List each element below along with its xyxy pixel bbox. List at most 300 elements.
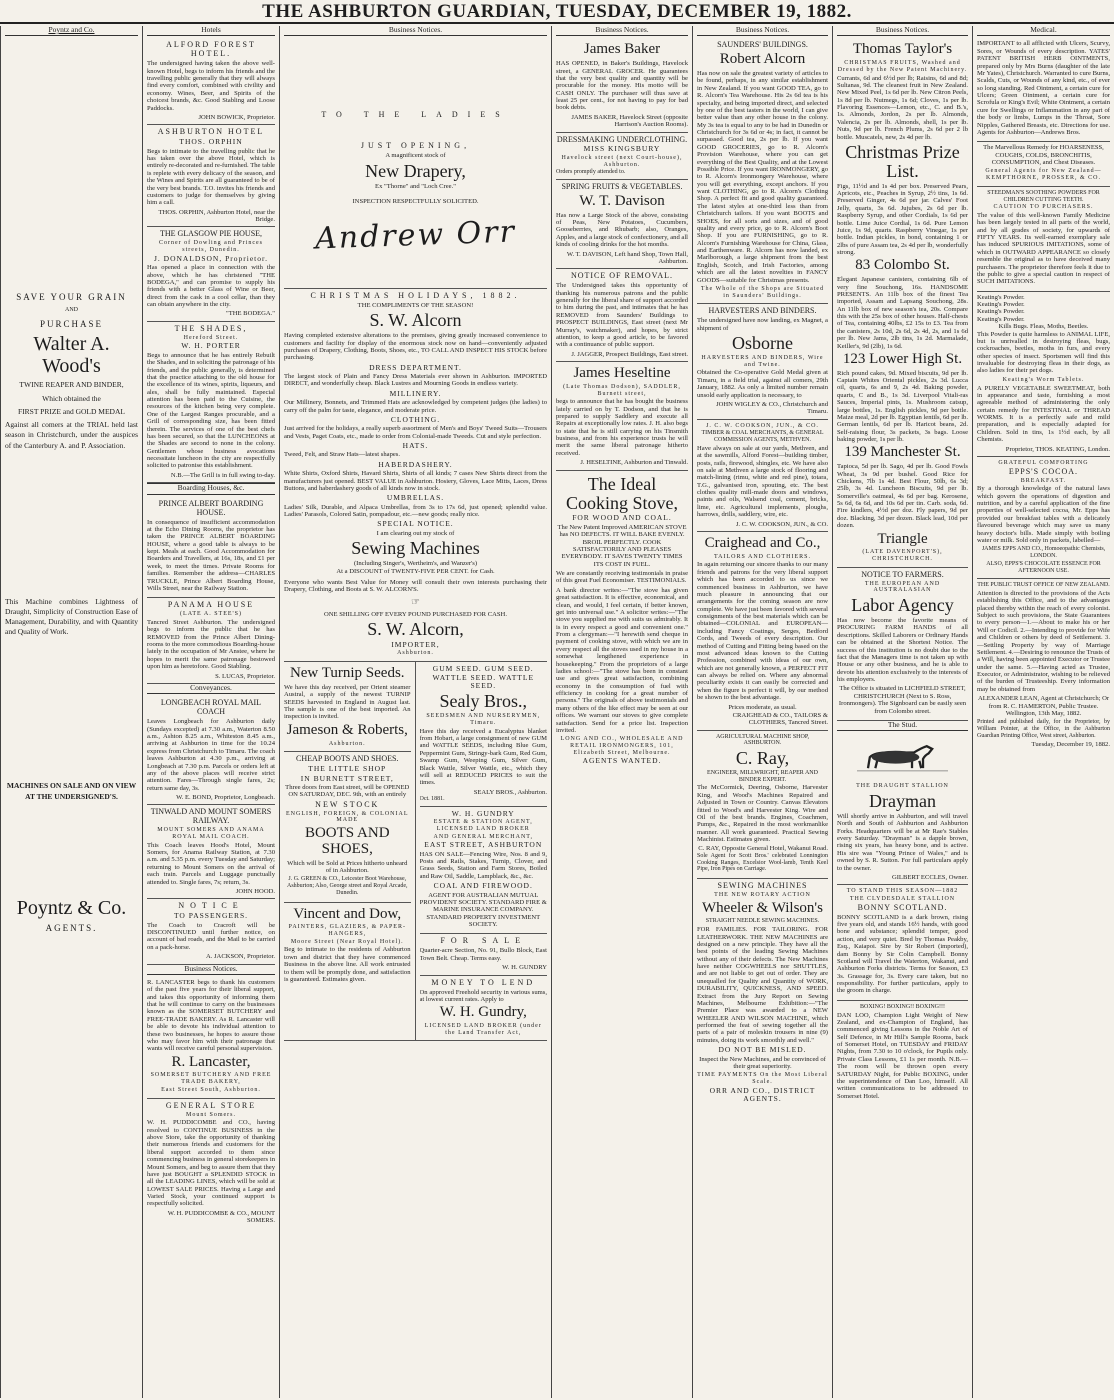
ad-name: C. Ray, xyxy=(735,748,790,769)
ad-address: Havelock street (next Court-house), Ashburton. xyxy=(561,154,683,168)
ad-signature: JOHN HOOD. xyxy=(235,887,275,895)
sold-at-prices: Which will be Sold at Prices hitherto unheard of in Ashburton. xyxy=(287,859,408,875)
ad-address: Ashburton. xyxy=(328,740,366,747)
ad-subtitle: FOR WOOD AND COAL. xyxy=(572,513,672,523)
ad-name: Robert Alcorn xyxy=(719,51,806,68)
column-heading: Business Notices. xyxy=(556,26,688,36)
ad-signature: S. LUCAS, Proprietor. xyxy=(215,672,275,680)
ad-name: Sealy Bros., xyxy=(439,691,527,712)
ad-body: Having completed extensive alterations to the premises, giving greatly increased convenience to customers and facility for display of the enormous stock now on hand—conveniently adjusted purchases of Drapery, Clothing, Boots, Shoes, etc., TO CALL AND INSPECT HIS STOCK before purchasing. xyxy=(284,332,547,362)
ashburton-label: Ashburton. xyxy=(397,650,434,657)
cheap-boots-ad xyxy=(284,752,411,902)
colombo-heading: 83 Colombo St. xyxy=(855,257,950,274)
ad-name: James Baker xyxy=(583,41,661,58)
coal-label: COAL AND FIREWOOD. xyxy=(433,881,533,891)
ad-name: J. C. W. COOKSON, JUN., & CO. xyxy=(706,422,819,429)
craighead-ad xyxy=(697,532,828,731)
labor-agency-ad xyxy=(837,568,968,721)
ad-title: AGRICULTURAL MACHINE SHOP, ASHBURTON. xyxy=(715,733,810,747)
ad-name: Osborne xyxy=(732,333,793,354)
testimonials-text: A bank director writes:—"The stove has given great satisfaction. It is effective, economical, and clean, and would, I feel certain, if better known, get into universal use." A solicitor writes:—"The stove you supplied me with suits us admirably. It is in every respect a good and convenient one." From a clergyman:—"I herewith send cheque in payment of cooking stove, with which we are in every respect all the stoves used in my house in a somewhat lengthened experience in housekeeping." From the proprietors of a large ladies school:—"The stove has been in constant use and gives great satisfaction, combining economy in the consumption of fuel with efficiency in cooking for a great number of persons." The originals of above testimonials and many others of the like effect may be seen at our offices. We warrant our stoves to give complete satisfaction. Send for a price list. Inspection invited. xyxy=(556,586,688,734)
ad-note: Orders promptly attended to. xyxy=(556,169,626,176)
column-6 xyxy=(832,26,972,1398)
section-heading: Conveyances. xyxy=(147,684,275,694)
ad-signature: LONG AND CO., WHOLESALE AND RETAIL IRONMONGERS, 101, Elizabeth Street, Melbourne. xyxy=(560,736,684,756)
section-heading: Business Notices. xyxy=(147,965,275,975)
ad-body: Leaves Longbeach for Ashburton daily (Sundays excepted) at 7.30 a.m., Waterton 8.50 a.m., Ashton 8.25 a.m., Whiteston 8.45 a.m., arriving at Ashburton in time for the 10.24 express from Christchurch to Timaru. The coach leaves Ashburton at 4.30 p.m., arriving at Longbeach at 7.30 p.m. Parcels or orders left at any of the above places will receive strict attention. Fares—Through single fares, 2s; return same day, 3s. xyxy=(147,718,275,792)
ad-intro: The undersigned have now landing, ex Magnet, a shipment of xyxy=(697,317,828,332)
ad-subtitle: SEEDSMEN AND NURSERYMEN, Timaru. xyxy=(426,713,541,726)
lower-high-heading: 123 Lower High St. xyxy=(842,350,963,367)
ad-body: HAS ON SALE—Fencing Wire, Nos. 8 and 9, Posts and Rails, Stakes, Turnip, Clover, and Grass Seeds, Station and Farm Stores, Boiled and Raw Oil, Saddle, Lampblack, &c., &c. xyxy=(419,850,547,880)
lancaster-ad xyxy=(147,977,275,1099)
cookson-ad xyxy=(697,420,828,532)
ad-name: Craighead and Co., xyxy=(704,534,821,551)
ad-body: The undersigned having taken the above well-known Hotel, begs to inform his friends and the travelling public generally that they will always find every comfort, combined with civility and economy. Wines, Beer, and Spirits of the choicest brands, &c. Good Stabling and Loose Paddocks. xyxy=(147,60,275,112)
ad-body: begs to announce that he has bought the business lately carried on by T. Dodson, and that he is prepared to supply Saddlery and execute all Repairs at exceptionally low rates. J. H. also begs to state that he is still carrying on his Tinsmith business, and from his experience trusts he will merit the same liberal patronage hitherto received. xyxy=(556,398,688,457)
ad-title: SEWING MACHINES xyxy=(717,880,808,890)
ad-signature: "THE BODEGA." xyxy=(226,310,275,318)
ad-title: CHEAP BOOTS AND SHOES. xyxy=(296,754,399,764)
column-heading: Medical. xyxy=(977,26,1110,36)
poyntz-name: Poyntz & Co. xyxy=(16,896,127,919)
new-stock: NEW STOCK xyxy=(315,799,380,809)
chocolate-label: ALSO, EPPS'S CHOCOLATE ESSENCE FOR AFTERNOON USE. xyxy=(986,560,1101,574)
agents-label: AGENTS. xyxy=(45,923,98,934)
imprint-date: Tuesday, December 19, 1882. xyxy=(1031,741,1110,749)
ad-body: Begs to announce that he has entirely Rebuilt the Shades, and in soliciting the patronage of his friends, and the public generally, is determined that the practice attaching to the old house for the excellence of its wines, spirits, liqueurs, and ales, shall be fully maintained. Especial attention has been paid to the Cuisine, the resources of the kitchen being very complete. One of the Largest Ranges procurable, and a Grill of corresponding size, has been fitted therein. The services of one of the best chefs has been secured, so that the LUNCHEONS at the Shades are second to none in the colony. Gentlemen whose business avocations necessitate luncheon in the city are respectfully solicited to patronise this establishment. xyxy=(147,351,275,470)
ad-signature: CRAIGHEAD & CO., TAILORS & CLOTHIERS, Tancred Street. xyxy=(732,711,828,727)
machine-features-text: This Machine combines Lightness of Draught, Simplicity of Construction Ease of Management, Durability, and with Quantity and Quality of Work. xyxy=(5,596,138,637)
ad-signature: A. JACKSON, Proprietor. xyxy=(205,953,275,961)
just-opening: JUST OPENING, xyxy=(360,141,471,151)
kills-label: Kills Bugs. Fleas, Moths, Beetles. xyxy=(998,323,1089,331)
ad-body: Quarter-acre Section, No. 91, Bullo Block, East Town Belt. Cheap. Terms easy. xyxy=(419,947,547,962)
including-label: (Including Singer's, Wertheim's, and Wanzer's) xyxy=(353,560,478,568)
ad-title: PRINCE ALBERT BOARDING HOUSE. xyxy=(158,498,264,517)
andrew-orr-signature: Andrew Orr xyxy=(314,214,517,257)
clearing-label: I am clearing out my stock of xyxy=(376,529,455,537)
ad-name: Wheeler & Wilson's xyxy=(702,899,823,916)
ad-body: By a thorough knowledge of the natural laws which govern the operations of digestion and nutrition, and by a careful application of the fine properties of well-selected cocoa, Mr. Epps has provided our breakfast tables with a delicately flavoured beverage which may save us many heavy doctor's bills. Made simply with boiling water or milk. Sold only in packets, labelled— xyxy=(977,485,1110,544)
ad-title: GRATEFUL COMFORTING xyxy=(998,459,1089,466)
ad-signature: C. RAY, Opposite General Hotel, Wakanui Road. xyxy=(698,845,828,853)
lower-right xyxy=(416,662,548,1040)
prince-albert-ad xyxy=(147,497,275,599)
tinwald-railway-ad xyxy=(147,805,275,899)
ad-body: Tancred Street Ashburton. The undersigned begs to inform the public that he has REMOVED from the Prince Albert Dining-rooms to the more commodious Boarding-house lately in the occupation of Mr Anstee, where he hopes to merit the same patronage bestowed upon him as heretofore. Good Stabling. xyxy=(147,618,275,671)
ad-title: SAUNDERS' BUILDINGS. xyxy=(717,40,808,50)
ad-title: NOTICE xyxy=(178,901,244,911)
do-not-be-misled: DO NOT BE MISLED. xyxy=(718,1045,807,1055)
lower-split xyxy=(284,662,547,1041)
which-obtained: Which obtained the xyxy=(42,393,101,403)
osborne-ad xyxy=(697,304,828,419)
bonny-scotland-ad xyxy=(837,885,968,1001)
ad-subtitle: AND GENERAL MERCHANT, xyxy=(433,833,533,840)
ad-title: NOTICE OF REMOVAL. xyxy=(570,271,674,281)
column-2 xyxy=(142,26,279,1398)
ad-name: Vincent and Dow, xyxy=(293,905,402,922)
ad-title: DRESSMAKING UNDERCLOTHING. xyxy=(556,134,688,144)
ad-signature: W. T. DAVISON, Left hand Shop, Town Hall, Ashburton. xyxy=(566,250,688,265)
ad-title: BOXING! BOXING!! BOXING!!! xyxy=(860,1003,945,1010)
magnificent-label: A magnificent stock of xyxy=(385,152,446,160)
three-doors: Three doors from East street, will be OPENED ON SATURDAY, DEC. 9th, with an entirely xyxy=(285,784,410,799)
ad-name: R. Lancaster, xyxy=(171,1053,251,1070)
testimonials-intro: We are constantly receiving testimonials in praise of this great Fuel Economiser. TESTIMONIALS. xyxy=(556,570,688,585)
office-location: The Office is situated in LICHFIELD STREET, CHRISTCHURCH (Next to S. Ross, Ironmongers). The Signboard can be easily seen from Colombo street. xyxy=(838,685,967,715)
ad-title: TINWALD AND MOUNT SOMERS RAILWAY. xyxy=(150,807,272,826)
ad-title: THE GLASGOW PIE HOUSE, xyxy=(159,229,263,239)
ashburton-hotel-ad xyxy=(147,125,275,227)
column-1 xyxy=(0,26,142,1398)
ad-agents: General Agents for New Zealand—KEMPTHORNE, PROSSER, & CO. xyxy=(985,168,1102,182)
keating-line-2: Keating's Powder. xyxy=(977,301,1025,309)
ad-body: On approved Freehold security in various sums, at lowest current rates. Apply to xyxy=(419,988,547,1003)
shilling-label: ONE SHILLING OFF EVERY POUND PURCHASED FOR CASH. xyxy=(324,610,507,618)
davison-ad xyxy=(556,180,688,269)
ad-date: Oct. 1881. xyxy=(419,796,445,803)
ad-body: DAN LOO, Champion Light Weight of New Zealand, and ex-Champion of England, has commenced giving Lessons in the Noble Art of Self Defence, in Mr Hill's Sample Rooms, back of Somerset Hotel, on TUESDAY and FRIDAY Nights, from 7.30 to 10 o'clock, for Pupils only. Private Class Lessons, £1 1s per month. N.B.—The room will be thrown open every SATURDAY Night, for Public BOXING, under the superintendence of Dan Loo, himself. All written communications to be addressed to Somerset Hotel. xyxy=(837,1011,968,1100)
dress-body: The largest stock of Plain and Fancy Dress Materials ever shown in Ashburton. IMPORTED DIRECT, and wonderfully cheap. Black Lustres and Mourning Goods in endless variety. xyxy=(284,373,547,388)
ad-body: Has now become the favorite means of PROCURING FARM HANDS of all descriptions. Skilled Laborers or Ordinary Hands can be obtained at the Shortest Notice. The success of this institution is no doubt due to the fact that the Managers time is not taken up with House or any other business, and he is able to devote his attention exclusively to the interests of his employers. xyxy=(837,617,968,684)
column-heading: Poyntz and Co. xyxy=(5,26,138,36)
ad-subtitle: SOMERSET BUTCHERY AND FREE TRADE BAKERY, xyxy=(150,1072,272,1086)
drayman-ad xyxy=(837,733,968,885)
andrew-orr-ad xyxy=(284,38,547,289)
ad-body: In consequence of insufficient accommodation at the Echo Dining Rooms, the proprietor has taken the PRINCE ALBERT BOARDING HOUSE, where a good table is always to be kept. Meals at each. Good Accommodation for Boarders and Travellers, at 16s, 18s, and £1 per week, to meet the times. Private Rooms for families. Remember the address—CHARLES TRUCKLE, Prince Albert Boarding House, Wills Street, near the Railway Station. xyxy=(147,518,275,592)
ad-name: Drayman xyxy=(869,791,936,812)
haberdashery-heading: HABERDASHERY. xyxy=(378,459,453,469)
dressmaking-ad xyxy=(556,133,688,181)
green-co-sig: J. G. GREEN & CO., Leicester Boot Warehouse, Ashburton; Also, George street and Royal Arcade, Dunedin. xyxy=(286,876,408,896)
ad-body: Has now on sale the greatest variety of articles to be found, perhaps, in any similar establishment in New Zealand. If you want GOOD TEA, go to R. Alcorn's Tea Warehouse. His 2s 6d tea is his specialty, and being imported direct, and selected by one of the best tasters in the world, I can give better value than any other house in the colony. My 3s tea is equal to any to be had in Dunedin or Christchurch for 3s 6d or 4s; in fact, it cannot be surpassed. Good tea, 2s per lb. If you want GOOD GROCERIES, go to R. Alcorn's Provision Warehouse, where you can get everything of the Best Quality, and at the Lowest Possible Price. If you want IRONMONGERY, go to R. Alcorn's Ironmongery Warehouse, where you will get everything, except anchors. If you want CLOTHING, go to R. Alcorn's Clothing Shop. A perfect fit and good quality guaranteed. The latest styles at one-third less than from Christchurch tailors. If you want BOOTS and SHOES, for all sorts and sizes, and of good quality and every price, go to R. Alcorn's Boot Shop. If you are FURNISHING, go to R. Alcorn's Furnishing Warehouse for China, Glass, and Earthenware. R. Alcorn has now landed, ex Marlborough, a large shipment from the best English, Scotch, and Irish Factories, among which are all the latest novelties in FANCY GOODS—suitable for Christmas presents. xyxy=(697,70,828,284)
column-heading: Business Notices. xyxy=(284,26,547,36)
ad-signature: JOHN BOWICK, Proprietor. xyxy=(198,113,275,121)
shades-ad xyxy=(147,322,275,483)
pointing-hand-icon: ☞ xyxy=(411,596,420,608)
ad-body: The Coach to Cracroft will be DISCONTINUED until further notice, on account of bad roads, and the Mail to be carried on a pack-horse. xyxy=(147,921,275,951)
ad-name: Labor Agency xyxy=(851,595,954,616)
ad-subtitle: (LATE A. STEE'S) xyxy=(180,611,242,618)
ad-signature: Proprietor, THOS. KEATING, London. xyxy=(1005,445,1110,453)
money-to-lend-ad xyxy=(420,976,548,1041)
ad-body: The McCormick, Deering, Osborne, Harvester King, and Wood's Machines Repaired and Adjusted in Town or Country. Canvas Elevators fitted to Wood's and Harvester King. Wire and Oil of the best brands. Engines, Coachmen, Pumps, &c., Repaired in the most workmanlike manner. All work guaranteed. Practical Sewing Machinist. Estimates given. xyxy=(697,784,828,844)
ad-title: ALFORD FOREST HOTEL. xyxy=(166,40,256,59)
worm-body: A PURELY VEGETABLE SWEETMEAT, both in appearance and taste, furnishing a most agreeable method of administering the only certain remedy for INTESTINAL or THREAD WORMS. It is a perfectly safe and mild preparation, and is especially adapted for Children. Sold in tins, 1s 1½d each, by all Chemists. xyxy=(977,384,1110,444)
ad-address: EAST STREET, ASHBURTON xyxy=(424,840,543,850)
ad-subtitle: TO PASSENGERS. xyxy=(173,911,249,921)
ad-subtitle: CAUTION TO PURCHASERS. xyxy=(993,204,1094,211)
bonnington-ad xyxy=(977,142,1110,187)
ad-proprietor: J. DONALDSON, Proprietor. xyxy=(154,253,268,263)
ad-body: FOR FAMILIES. FOR TAILORING. FOR LEATHERWORK. THE NEW MACHINES are designed on a new principle. They have all the best points of the leading Sewing Machines without any of their defects. The New Machines have neither COGWHEELS nor SHUTTLES, and are not liable to get out of order. They are unequalled for Quality and Quantity of WORK, DURABILITY, QUICKNESS, AND SPEED. Extract from the Jury Report on Sewing Machines, Melbourne Exhibition:—"The Premier Place was awarded to a NEW WHEELER AND WILSON MACHINE, which performed the feat of sewing together all the parts of a pair of moleskin trousers in nine (9) minutes, doing its work smoothly and well." xyxy=(697,926,828,1044)
ad-name: BONNY SCOTLAND. xyxy=(857,902,948,912)
twine-binder-label: TWINE REAPER AND BINDER, xyxy=(19,380,124,390)
column-7 xyxy=(972,26,1114,1398)
ad-body: Has now a Large Stock of the above, consisting of Peas, New Potatoes, Cucumbers, Gooseberries, and Rhubarb; also, Oranges, Apples, and a large stock of confectionery, and all kinds of cooling drinks for the hot months. xyxy=(556,211,688,249)
ad-body: The New Patent Improved AMERICAN STOVE has NO DEFECTS. IT WILL BAKE EVENLY. BROIL PERFECTLY. COOK SATISFACTORILY AND PLEASES EVERYBODY. IT SAVES TWENTY TIMES ITS COST IN FUEL. xyxy=(557,523,687,568)
steedman-ad xyxy=(977,187,1110,292)
wheeler-wilson-ad xyxy=(697,879,828,1108)
ad-body: Have this day received a Eucalyptus blanket from Hobart, a large consignment of new GUM and WATTLE SEEDS, including Blue Gum, Peppermint Gum, Stringy-bark Gum, Red Gum, Swamp Gum, Weeping Gum, Silver Gum, Black Wattle, Silver Wattle, etc., which they will sell at REDUCED PRICES to suit the times. xyxy=(419,727,547,787)
lower-left xyxy=(284,662,416,1040)
ad-signature: ALEXANDER LEAN, Agent at Christchurch; Or from R. C. HAMERTON, Public Trustee. Wellington, 13th May, 1882. xyxy=(977,695,1110,717)
gundry-ad xyxy=(420,807,548,935)
column-heading: Hotels xyxy=(147,26,275,36)
ad-body: IMPORTANT to all afflicted with Ulcers, Scurvy, Sores, or Wounds of every description. YATES' PATENT BRITISH HERB OINTMENTS, prepared only by Mrs Burns (daughter of the late Mr Yates), Christchurch. Warranted to cure Burns, Scalds, Cuts, or Wounds of any kind, etc., of ever so long standing. Red Ointment, a certain cure for Ulcers; Green Ointment, a certain cure for Scrofula or King's Evil; White Ointment, a certain cure for Swellings or Inflammation in any part of the body or limbs, Lumps in the Throat, Sore Nipples, Gathered Breasts, etc. Directions for use. Agents for Ashburton—Andrews Bros. xyxy=(977,40,1110,136)
ad-title: TIMBER & COAL MERCHANTS, & GENERAL COMMISSION AGENTS, METHVEN. xyxy=(701,430,824,444)
umbrellas-heading: UMBRELLAS. xyxy=(386,493,445,503)
umbrellas-body: Ladies' Silk, Durable, and Alpaca Umbrellas, from 3s to 17s 6d, just opened; splendid value. Ladies' Parasols, Colored Satin, pompadour, etc.—new goods; really nice. xyxy=(284,503,547,519)
ad-body: The value of this well-known Family Medicine has been largely tested in all parts of the world, and by all grades of society, for upwards of FIFTY YEARS. Its well-earned exemplary sale has induced SPURIOUS IMITATIONS, some of which in OUTWARD APPEARANCE so closely resemble the original as to have deceived many purchasers. The proprietor therefore feels it due to the public to give a special caution in respect of SUCH IMITATIONS. xyxy=(977,211,1110,286)
ad-subtitle: THE CLYDESDALE STALLION xyxy=(849,896,956,903)
english-label: ENGLISH, FOREIGN, & COLONIAL MADE xyxy=(286,810,409,824)
boxing-ad xyxy=(837,1001,968,1105)
ad-body: We have this day received, per Orient steamer Austral, a supply of the newest TURNIP SEEDS harvested in England in August last. The sample is one of the best imported. An inspection is invited. xyxy=(284,683,411,721)
notice-removal-ad xyxy=(556,269,688,362)
ad-title: CHRISTMAS HOLIDAYS, 1882. xyxy=(310,290,521,300)
ad-note: Prices moderate, as usual. xyxy=(728,703,797,711)
save-grain-heading: SAVE YOUR GRAIN xyxy=(16,292,127,303)
ad-title: FOR SALE xyxy=(440,936,527,946)
ad-name: James Heseltine xyxy=(573,365,671,382)
ad-title: HARVESTERS AND BINDERS. xyxy=(708,306,817,316)
ships-label: Ex "Thorne" and "Loch Cree." xyxy=(375,182,456,190)
ad-subtitle: (Late Thomas Dodson), SADDLER, Burnett street, xyxy=(563,383,681,397)
vincent-dow-ad xyxy=(284,903,411,989)
robert-alcorn-ad xyxy=(697,38,828,304)
ad-signature: GILBERT ECCLES, Owner. xyxy=(891,873,968,881)
ideal-stove-ad xyxy=(556,471,688,770)
ad-name: W. T. Davison xyxy=(579,192,665,209)
woods-title: Walter A. Wood's xyxy=(33,332,110,378)
horse-illustration-icon xyxy=(857,738,949,780)
ad-body: Have always on sale at our yards, Methven, and at the sawmills, Alford Forest—building timber, posts, rails, firewood, shingles, etc. We have also on sale at Methven a large stock of flooring and match-lining (rimu, white and red pine), totara, T.G., galvanised iron, spouting, etc. The best clothes quality mill-made doors and windows, paints and oils, Walsend coal, cement, bricks, lime, etc. Agricultural implements, ploughs, harrows, drills, saddlery, wire, etc. xyxy=(697,444,828,519)
longbeach-coach-ad xyxy=(147,696,275,805)
machines-on-sale: MACHINES ON SALE AND ON VIEW AT THE UNDERSIGNED'S. xyxy=(6,781,137,802)
column-3 xyxy=(279,26,551,1398)
ad-subtitle: MOUNT SOMERS AND ANAMA ROYAL MAIL COACH. xyxy=(157,827,265,840)
ad-body: W. H. PUDDICOMBE and CO., having resolved to CONTINUE BUSINESS in the above Store, take the opportunity of thanking their numerous friends and customers for the liberal support accorded to them since commencing business in general storekeepers in Mount Somers, and beg to assure them that they have just BOUGHT a SPLENDID STOCK in all the LEADING LINES, which will be sold at LOWEST SALE PRICES. Having a Large and Varied Stock, your continued support is respectfully solicited. xyxy=(147,1119,275,1208)
ad-body: BONNY SCOTLAND is a dark brown, rising five years old, and stands 16½ hands, with good bone and substance; splendid temper, good action, and very quiet. Bred by Thomas Peakby, Esq., Kaiapoi. Sire by Sir Robert (imported), dam Bonny by Sir Colin Campbell. Bonny Scotland will Travel the Waterton, Wakanui, and Ashburton Forks districts. Terms for Season, £3 3s. Grassage for, 3s. Every care taken, but no responsibility. For further particulars, apply to the groom in charge. xyxy=(837,913,968,995)
ad-signature: THOS. ORPHIN, Ashburton Hotel, near the Bridge. xyxy=(158,208,275,224)
triangle-heading: Triangle xyxy=(877,530,928,547)
lower-high-list: Rich pound cakes, 9d. Mixed biscuits, 9d per lb. Captain Whites Oriental pickles, 2s 3d. Lucca oil, quarts, 6s and 9, 2s 4d. Baking powder, quarts, C and B., 1s 3d. Liverpool Vitali-ras Sauces, Imperial pints, 1s. Mushroom catsup, large bottles, 1s. English pickles, 9d per bottle. Maize meal, 2d per lb. Egyptian lentils, 6d per lb. German lentils, 6d per lb. Haricot beans, 2d. Self-raising flour, 3s packets, 3s bags. Loose baking powder, 1s per lb. xyxy=(837,369,968,444)
alcorn-name: S. W. Alcorn xyxy=(369,310,462,331)
ad-subtitle: TAILORS AND CLOTHIERS. xyxy=(713,553,812,560)
manchester-heading: 139 Manchester St. xyxy=(844,444,961,461)
panama-house-ad xyxy=(147,598,275,684)
sealy-bros-ad xyxy=(420,662,548,807)
hats-body: Tweed, Felt, and Straw Hats—latest shapes. xyxy=(284,451,401,459)
ad-signature: J. C. W. COOKSON, JUN., & CO. xyxy=(735,520,828,528)
public-trust-ad xyxy=(977,579,1110,752)
ad-body: R. LANCASTER begs to thank his customers of the past five years for their liberal support, and takes this opportunity of informing them that he will continue to carry on the businesses known as the SOMERSET BUTCHERY and FREE-TRADE BAKERY. As R. Lancaster will be able to devote his individual attention to these two businesses, he hopes to assure those who may favor him with their patronage that wants will receive careful personal supervision. xyxy=(147,978,275,1053)
time-payments: TIME PAYMENTS On the Most Liberal Scale. xyxy=(697,1072,828,1085)
general-store-ad xyxy=(147,1099,275,1228)
column-5 xyxy=(692,26,832,1398)
ad-title: LONGBEACH ROYAL MAIL COACH xyxy=(160,698,262,717)
ad-address: Moore Street (Near Royal Hotel). xyxy=(290,938,404,945)
ad-subtitle: THE NEW ROTARY ACTION xyxy=(714,891,811,898)
agent-for: AGENT FOR AUSTRALIAN MUTUAL PROVIDENT SOCIETY. STANDARD FIRE & MARINE INSURANCE COMPANY. STANDARD PROPERTY INVESTMENT SOCIETY. xyxy=(419,891,547,929)
ad-title: New Turnip Seeds. xyxy=(289,665,405,682)
ad-title: STEEDMAN'S SOOTHING POWDERS FOR CHILDREN CUTTING TEETH. xyxy=(987,189,1100,203)
ad-title: ASHBURTON HOTEL xyxy=(157,127,265,137)
ad-title: PANAMA HOUSE xyxy=(167,600,255,610)
alford-forest-hotel-ad xyxy=(147,38,275,125)
manchester-list: Tapioca, 5d per lb. Sago, 4d per lb. Good Fowls Wheat, 3s 9d per bushel. Good Rice for Chickens, 7lb 1s 4d. Best Flour, 50lb, 6s 3d; 25lb, 3s 4d. Luncheon Biscuits, 9d per lb. Somerville's oatmeal, 4s 6d per bag. Kerosene, 5s 6d, 6s 6d, and 10s 6d per tin. Carb. soda, 6d. Fire kindlers, 4½d per doz. Fly papers, 9d per doz. Blacking, 3d per dozen. Black lead, 10d per dozen. xyxy=(837,463,968,530)
sewing-machines-title: Sewing Machines xyxy=(351,538,480,559)
ad-title: THE DRAUGHT STALLION xyxy=(856,783,949,790)
trial-text: Against all comers at the TRIAL held last season in Christchurch, under the auspices of the Canterbury A. and P. Association. xyxy=(5,420,138,450)
first-prize-label: FIRST PRIZE and GOLD MEDAL xyxy=(18,406,125,416)
ad-body: This Powder is quite harmless to ANIMAL LIFE, but is unrivalled in destroying fleas, bugs, cockroaches, beetles, moths in furs, and every other species of insect. Sportsmen will find this invaluable for destroying fleas in their dogs, as also ladies for their pet dogs. xyxy=(977,330,1110,375)
ad-signature: SEALY BROS., Ashburton. xyxy=(473,788,547,796)
ad-name: Thomas Taylor's xyxy=(852,41,953,58)
everyone-text: Everyone who wants Best Value for Money will consult their own interests purchasing their Drapery, Clothing, and Boots at S. W. ALCORN'S. xyxy=(284,578,547,594)
ad-signature: ORR AND CO., DISTRICT AGENTS. xyxy=(709,1085,816,1104)
ad-title: ESTATE & STATION AGENT, LICENSED LAND BROKER xyxy=(433,819,533,832)
heseltine-ad xyxy=(556,362,688,471)
inspection-label: INSPECTION RESPECTFULLY SOLICITED. xyxy=(352,197,479,205)
millinery-heading: MILLINERY. xyxy=(389,388,442,398)
masthead-rule xyxy=(0,22,1114,24)
triangle-subtitle: (LATE DAVENPORT'S), CHRISTCHURCH. xyxy=(862,549,943,563)
fruit-list: Currants, 6d and 6½d per lb; Raisins, 6d and 8d; Sultanas, 9d. The cleanest fruit in New Zealand. New Mixed Peel, 1s 6d per lb. New Citron Peels, 1s 8d per lb. Nutmegs, 1s 6d; Cloves, 1s per lb. Flavoring Essences—Lemon, etc., C. and B.'s, 1s. Almonds, Jordon, 2s per lb. Almonds, Valencia, 2s per lb. Almonds, shell, 1s per lb. Nuts, 9d per lb. French Plums, 2s 6d per 2 lb bottle. Muscatels, new, 2s 4d per lb. xyxy=(837,74,968,141)
ad-title: The Ideal Cooking Stove, xyxy=(565,473,678,513)
boots-shoes-title: BOOTS AND SHOES, xyxy=(304,825,390,857)
clothing-heading: CLOTHING. xyxy=(390,414,441,424)
purchase-label: PURCHASE xyxy=(39,318,103,329)
breakfast-label: BREAKFAST. xyxy=(1020,477,1067,484)
ad-subtitle: CHRISTMAS FRUITS, Washed and Dressed by the New Patent Machinery. xyxy=(837,60,968,73)
new-drapery-title: New Drapery, xyxy=(365,160,466,181)
compliments-label: THE COMPLIMENTS OF THE SEASON! xyxy=(357,301,474,309)
ad-signature: W. E. BOND, Proprietor, Longbeach. xyxy=(176,794,275,801)
ad-address: East Street South, Ashburton. xyxy=(161,1086,261,1093)
dress-heading: DRESS DEPARTMENT. xyxy=(369,362,462,372)
ad-title: TO THE LADIES xyxy=(321,110,510,120)
ad-body: This Coach leaves Hood's Hotel, Mount Somers, for Anama Railway Station, at 7.30 a.m. and 5.35 p.m. every Tuesday and Saturday; returning to Mount Somers on the arrival of each train. Parcels and Luggage punctually attended to. Single fares, 7s; return, 3s. xyxy=(147,841,275,886)
ad-title: MONEY TO LEND xyxy=(431,977,536,987)
ad-signature: JOHN WIGLEY & CO., Christchurch and Timaru. xyxy=(716,400,828,416)
section-heading: Boarding Houses, &c. xyxy=(147,483,275,494)
ad-body: In again returning our sincere thanks to our many friends and patrons for the very liberal support which has been accorded to us since we commenced business in Ashburton, we have much pleasure in announcing that our arrangements for the coming season are now complete. We have just been favored with several consignments of the best materials which can be obtained—COLONIAL and EUROPEAN—including Fancy Coatings, Serges, Bedford Cords, and Tweeds of every description. Our method of Cutting and Fitting being based on the most advanced ideas known to the Cutting Profession, combined with ideas of our own, which are not generally known, a PERFECT FIT can always be relied on. Where any abnormal peculiarity exists it can easily be corrected and when the figure is perfect it will, by our method be shown to the best advantage. xyxy=(697,561,828,702)
ad-body: The Undersigned takes this opportunity of thanking his numerous patrons and the public generally for the liberal share of support accorded to him during the past, and intimates that he has REMOVED from Saunders' Buildings to PROSPECT BUILDINGS, East street (next Mr Murray's, watchmaker), and hopes, by strict attention, to keep a good article, to be favored with a continuance of public support. xyxy=(556,282,688,349)
ad-subtitle: HARVESTERS AND BINDERS, Wire and Twine. xyxy=(701,355,824,368)
millinery-body: Our Millinery, Bonnets, and Trimmed Hats are acknowledged by competent judges (the ladies) to carry off the palm for taste, elegance, and moderate price. xyxy=(284,399,547,414)
section-heading: The Stud. xyxy=(837,721,968,731)
and-label: AND xyxy=(65,307,78,314)
ad-footer: The Whole of the Shops are Situated in Saunders' Buildings. xyxy=(700,285,825,299)
ad-signature: W. H. PUDDICOMBE & CO., MOUNT SOMERS. xyxy=(167,1209,275,1225)
ad-signature: J. JAGGER, Prospect Buildings, East street. xyxy=(571,350,688,358)
printer-imprint: Printed and published daily, for the Proprietor, by William Pointer, at the Office, in the Ashburton Guardian Printing Office, West street, Ashburton. xyxy=(977,719,1110,739)
epps-cocoa-ad xyxy=(977,457,1110,579)
ad-subtitle: Mount Somers. xyxy=(185,1111,236,1118)
ad-subtitle: Corner of Dowling and Princes streets, Dunedin. xyxy=(159,240,263,254)
little-shop: THE LITTLE SHOP xyxy=(308,764,387,774)
ad-subtitle: ENGINEER, MILLWRIGHT, REAPER AND BINDER EXPERT. xyxy=(707,770,818,783)
discount-label: At a DISCOUNT of TWENTY-FIVE PER CENT. for Cash. xyxy=(336,567,495,575)
c-ray-ad xyxy=(697,731,828,879)
ad-signature: JAMES EPPS AND CO., Homoeopathic Chemists, LONDON. xyxy=(981,546,1106,560)
notice-passengers-ad xyxy=(147,899,275,964)
ad-title: NOTICE TO FARMERS. xyxy=(861,569,944,579)
masthead: THE ASHBURTON GUARDIAN, TUESDAY, DECEMBER 19, 1882. xyxy=(262,1,852,22)
ad-body: Will shortly arrive in Ashburton, and will travel North and South of Ashburton and Ashburton Forks. Headquarters will be at Mr Rae's Stables every Saturday. "Drayman" is a dapple brown, rising six years, has heavy bone, and is active. His sire was "Young Prince of Wales," and is owned by S. R. Sutton. For full particulars apply to the owner. xyxy=(837,812,968,872)
column-4 xyxy=(551,26,692,1398)
thomas-taylor-ad xyxy=(837,38,968,567)
ad-name: Jameson & Roberts, xyxy=(286,721,408,738)
clothing-body: Just arrived for the holidays, a really superb assortment of Men's and Boys' Tweed Suits—Trousers and Vests, Paget Coats, etc., made to order from Colonial-made Tweeds. Cut and style perfection. xyxy=(284,425,547,440)
ad-body: Begs to intimate to the travelling public that he has taken over the above Hotel, which is entirely re-decorated and re-furnished. The table is replete with every delicacy of the season, and the Wines and Spirits are all guaranteed to be of the very best brands. T.O. invites his friends and customers to judge for themselves by giving him a call. xyxy=(147,147,275,207)
prize-list: Figs, 11½d and 1s 4d per box. Preserved Pears, Apricots, etc., Peaches in Syrup, 2½ tins, 1s 6d. Preserved Ginger, 4s 6d per jar. Calves' Foot Jelly, quarts, 3s 6d. Jujubes, 2s 6d per lb. Raspberry Syrup, and other Cordials, 1s 6d per bottle. Lime Juice Cordial, 1s 6d. Pure Lemon Juice, 1s 9d, quarts. Raspberry Vinegar, 1s per bottle. Indian pickles, in bond, containing 1 or 2lbs of pure Assam tea, 2s 4d per lb, wonderfully strong. xyxy=(837,182,968,257)
keating-line-1: Keating's Powder. xyxy=(977,293,1025,301)
ad-signature: J. HESELTINE, Ashburton and Tinwald. xyxy=(580,459,688,467)
ad-title: SPRING FRUITS & VEGETABLES. xyxy=(561,182,683,192)
ad-body: Has opened a place in connection with the above, which he has christened "THE BODEGA," and can promise to supply his friends with a better Glass of Wine or Beer, direct from the cask in a cool cellar, than they can obtain anywhere in the city. xyxy=(147,264,275,309)
special-notice-heading: SPECIAL NOTICE. xyxy=(377,519,454,529)
turnip-seeds-ad xyxy=(284,662,411,752)
alcorn-name-2: S. W. Alcorn, xyxy=(367,619,464,640)
james-baker-ad xyxy=(556,38,688,132)
prize-list-title: Christmas Prize List. xyxy=(845,141,960,181)
ad-name: EPPS'S COCOA. xyxy=(1008,466,1079,476)
ad-signature: W. H. GUNDRY xyxy=(502,964,547,972)
ad-title: TO STAND THIS SEASON—1882 xyxy=(846,888,959,895)
ad-signature: JAMES BAKER, Havelock Street (opposite Harrison's Auction Rooms). xyxy=(571,113,688,129)
worm-title: Keating's Worm Tablets. xyxy=(1002,376,1085,383)
for-sale-ad xyxy=(420,934,548,975)
ad-proprietor: THOS. ORPHIN xyxy=(179,137,243,147)
ad-agent: Sole Agent for Scott Bros.' celebrated Lonnington Cooking Ranges, Excelsior Wool-lamb, Tenth Keel Pipe, Iron Pipes on Carriage. xyxy=(697,852,828,873)
ad-name: MISS KINGSBURY xyxy=(583,144,661,154)
keating-powder-ad xyxy=(977,292,1110,457)
importer-label: IMPORTER, xyxy=(391,640,440,650)
ad-subtitle: THE EUROPEAN AND AUSTRALASIAN xyxy=(864,580,941,594)
keating-line-3: Keating's Powder. xyxy=(977,308,1025,316)
hats-heading: HATS. xyxy=(402,441,429,451)
ad-body: The Marvellous Remedy for HOARSENESS, COUGHS, COLDS, BRONCHITIS, CONSUMPTION, and Chest Diseases. xyxy=(983,144,1104,167)
ad-title: THE PUBLIC TRUST OFFICE OF NEW ZEALAND. xyxy=(977,582,1110,589)
ad-body: Attention is directed to the provisions of the Acts establishing this Office, and to the advantages placed thereby within the reach of every colonist. Subject to such provisions, the State Guarantees to every person—1.—About to make his or her Will or Codicil. 2.—Intending to provide for Wife and Children or others by deed of Settlement. 3.—Settling Property by way of Marriage Settlement. 4.—Desiring to renounce the Trusts of a Will, having been appointed Executor or Trustee under the same. 5.—Having acted as Trustee, Executor, or Administrator, wishing to be relieved of the burden of Trusteeship. Every information may be obtained from xyxy=(977,589,1110,693)
ad-subtitle: Hereford Street. xyxy=(183,334,239,341)
ad-signature: N.B.—The Grill is in full swing to-day. xyxy=(170,471,275,479)
ad-subtitle: LICENSED LAND BROKER (under the Land Transfer Act, xyxy=(424,1023,542,1036)
alcorn-christmas-ad xyxy=(284,289,547,662)
ad-body: HAS OPENED, in Baker's Buildings, Havelock street, a GENERAL GROCER. He guarantees that the very best quality and quantity will be procurable for the money. His motto will be CASH ONLY. The purchaser will thus save at least 25 per cent., for not having to pay for bad book debts. xyxy=(556,60,688,112)
ad-subtitle-2: STRAIGHT NEEDLE SEWING MACHINES. xyxy=(705,918,820,925)
burnett-street: IN BURNETT STREET, xyxy=(300,773,394,783)
ad-name: W. H. Gundry, xyxy=(439,1004,527,1021)
yates-ointment-ad xyxy=(977,38,1110,142)
haberdashery-body: White Shirts, Oxford Shirts, Havard Shirts, Shirts of all kinds; 7 cases New Shirts direct from the manufacturers just opened. BEST VALUE in Ashburton. Hosiery, Gloves, Lace Mitts, Laces, Dress Buttons, and haberdashery goods of all kinds now in stock. xyxy=(284,470,547,492)
column-heading: Business Notices. xyxy=(837,26,968,36)
keating-line-4: Keating's Powder. xyxy=(977,315,1025,323)
ad-body: Obtained the Co-operative Gold Medal given at Timaru, in a field trial, against all comers, 29th January, 1882. As only a limited number remain unsold early application is necessary, to xyxy=(697,369,828,399)
glasgow-pie-house-ad xyxy=(147,227,275,321)
column-heading: Business Notices. xyxy=(697,26,828,36)
ad-body: Beg to intimate to the residents of Ashburton town and district that they have commenced Business in the above line. All work entrusted to them will be promptly done, and satisfaction is guaranteed. Estimates given. xyxy=(284,946,411,983)
ad-subtitle: PAINTERS, GLAZIERS, & PAPER-HANGERS, xyxy=(288,924,406,938)
colombo-list: Elegant Japanese canisters, containing 6lb of very fine Souchong, 16s. HANDSOME PRESENTS. An 11lb box of the finest Tea imported, Assam and Lapsang Souchong, 28s. An 11lb box of new season's tea, 20s. Compare this with the 25s box of other houses. Half-chests of Tea, containing 40lbs, £2 15s to £3. Tea from the canisters, 2s 10d, 2s 6d, 2s 4d, 2s, and 1s 6d per lb. New Jams, 2lb tins, 1s 2d. Marmalade, Keiller's, 9d (2lb), 1s 6d. xyxy=(837,276,968,350)
ad-proprietor: W. H. PORTER xyxy=(181,341,241,351)
ad-name: W. H. GUNDRY xyxy=(451,808,515,818)
